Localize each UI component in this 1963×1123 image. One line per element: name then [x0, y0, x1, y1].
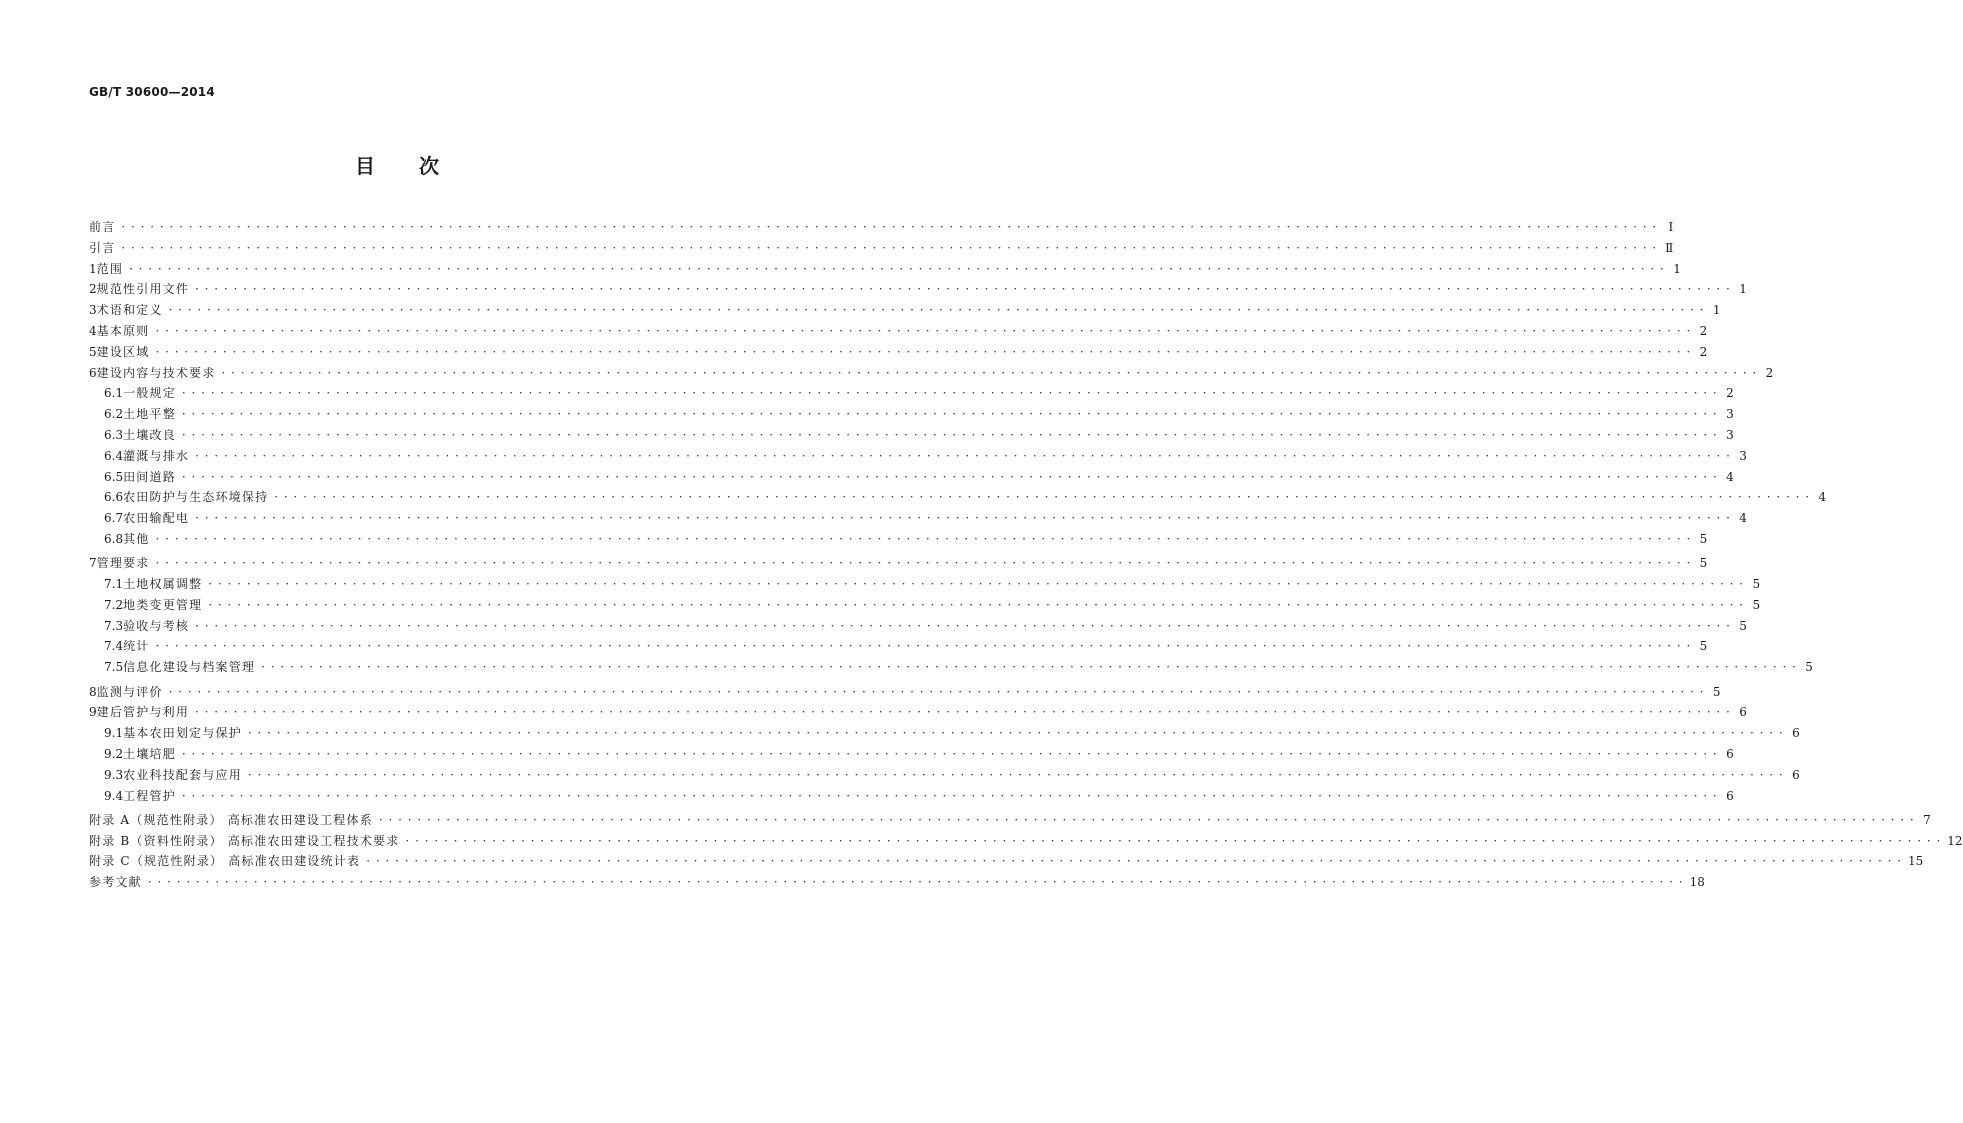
- toc-leader-dots: · · · · · · · · · · · · · · · · · · · · · · · · · · · · · · · · · · · · · · · · · · · · · · · · · · · · · · · · · · · · · · · · · · · · · · · · · · · · · · · · · · · · · · · · · · · · · · · · · · · · · · · · · · · · · · · · · · · · · · · · · · · · · · · · · · · · · · · · · · · · · · · · · · · · · · · · · · · · · · · ·: [121, 220, 1658, 234]
- toc-title: [0, 150, 794, 179]
- toc-entry-title: 农业科技配套与应用: [123, 767, 242, 782]
- toc-entry-number: 1: [89, 261, 97, 276]
- toc-entry-title: 工程管护: [123, 788, 176, 803]
- toc-entry-number: 7.4: [104, 639, 124, 654]
- toc-entry-number: 6.1: [104, 386, 124, 401]
- toc-entry-number: 6.8: [104, 531, 124, 546]
- toc-entry-page: 2: [1699, 344, 1708, 359]
- toc-entry-number: 7.3: [104, 618, 124, 633]
- toc-entry[interactable]: [89, 487, 1827, 508]
- toc-entry[interactable]: [89, 300, 1721, 321]
- toc-entry-page: 2: [1726, 386, 1734, 401]
- toc-entry-page: 5: [1739, 618, 1747, 633]
- toc-entry-title: 术语和定义: [96, 303, 163, 318]
- toc-entry-title: 统计: [123, 639, 150, 654]
- toc-leader-dots: · · · · · · · · · · · · · · · · · · · · · · · · · · · · · · · · · · · · · · · · · · · · · · · · · · · · · · · · · · · · · · · · · · · · · · · · · · · · · · · · · · · · · · · · · · · · · · · · · · · · · · · · · · · · · · · · · · · · · · · · · · · · · · · · · · · · · · · · · · · · · · · · · · · · · · · · · · · · · · · ·: [208, 577, 1745, 592]
- toc-leader-dots: · · · · · · · · · · · · · · · · · · · · · · · · · · · · · · · · · · · · · · · · · · · · · · · · · · · · · · · · · · · · · · · · · · · · · · · · · · · · · · · · · · · · · · · · · · · · · · · · · · · · · · · · · · · · · · · · · · · · · · · · · · · · · · · · · · · · · · · · · · · · · · · · · · · · · · · · · · · · · · · ·: [195, 511, 1731, 526]
- toc-entry-title: 土地平整: [123, 407, 176, 422]
- toc-entry-number: 6.7: [104, 511, 124, 526]
- toc-entry[interactable]: [89, 723, 1800, 744]
- toc-entry[interactable]: [89, 363, 1774, 384]
- toc-title-char-2: 次: [419, 154, 439, 178]
- toc-entry-page: 1: [1739, 282, 1747, 297]
- toc-entry-title: 监测与评价: [96, 684, 163, 699]
- toc-leader-dots: · · · · · · · · · · · · · · · · · · · · · · · · · · · · · · · · · · · · · · · · · · · · · · · · · · · · · · · · · · · · · · · · · · · · · · · · · · · · · · · · · · · · · · · · · · · · · · · · · · · · · · · · · · · · · · · · · · · · · · · · · · · · · · · · · · · · · · · · · · · · · · · · · · · · · · · · · · · · · · · ·: [181, 788, 1718, 803]
- toc-entry-page: 5: [1805, 660, 1813, 675]
- toc-entry[interactable]: [89, 508, 1747, 529]
- toc-entry[interactable]: [89, 217, 1674, 238]
- toc-entry[interactable]: [89, 446, 1747, 467]
- toc-entry[interactable]: [89, 702, 1747, 723]
- toc-entry[interactable]: [89, 425, 1734, 446]
- toc-entry-page: 1: [1712, 303, 1721, 318]
- toc-leader-dots: · · · · · · · · · · · · · · · · · · · · · · · · · · · · · · · · · · · · · · · · · · · · · · · · · · · · · · · · · · · · · · · · · · · · · · · · · · · · · · · · · · · · · · · · · · · · · · · · · · · · · · · · · · · · · · · · · · · · · · · · · · · · · · · · · · · · · · · · · · · · · · · · · · · · · · · · · · · · · · · ·: [181, 469, 1718, 484]
- toc-entry-number: 8: [89, 684, 97, 699]
- toc-entry-title: 参考文献: [89, 875, 142, 890]
- toc-entry-title: 前言: [89, 220, 116, 234]
- toc-entry-title: 田间道路: [123, 469, 176, 484]
- toc-entry-page: 6: [1792, 726, 1800, 741]
- toc-entry-page: 4: [1739, 511, 1747, 526]
- toc-entry-number: 9.1: [104, 726, 124, 741]
- toc-entry-number: 9: [89, 705, 97, 720]
- toc-entry-title: 规范性引用文件: [96, 282, 190, 297]
- toc-entry-title: 基本农田划定与保护: [123, 726, 242, 741]
- toc-entry-title: 土壤培肥: [123, 746, 176, 761]
- toc-entry-title: 验收与考核: [123, 618, 190, 633]
- toc-leader-dots: · · · · · · · · · · · · · · · · · · · · · · · · · · · · · · · · · · · · · · · · · · · · · · · · · · · · · · · · · · · · · · · · · · · · · · · · · · · · · · · · · · · · · · · · · · · · · · · · · · · · · · · · · · · · · · · · · · · · · · · · · · · · · · · · · · · · · · · · · · · · · · · · · · · · · · · · · · · · · · · ·: [247, 726, 1784, 741]
- toc-entry-title: 农田输配电: [123, 511, 190, 526]
- toc-entry[interactable]: [89, 529, 1708, 550]
- toc-entry-page: 5: [1699, 531, 1708, 546]
- toc-entry[interactable]: [89, 383, 1734, 404]
- toc-leader-dots: · · · · · · · · · · · · · · · · · · · · · · · · · · · · · · · · · · · · · · · · · · · · · · · · · · · · · · · · · · · · · · · · · · · · · · · · · · · · · · · · · · · · · · · · · · · · · · · · · · · · · · · · · · · · · · · · · · · · · · · · · · · · · · · · · · · · · · · · · · · · · · · · · · · · · · · · · · · · · · · ·: [181, 746, 1718, 761]
- toc-entry-page: Ⅱ: [1665, 240, 1674, 255]
- toc-entry-number: 7.2: [104, 597, 124, 612]
- toc-entry-page: 12: [1947, 833, 1963, 848]
- toc-entry[interactable]: [89, 467, 1734, 488]
- toc-entry-page: 3: [1739, 448, 1747, 463]
- toc-entry-title: 范围: [96, 261, 124, 276]
- toc-entry[interactable]: [89, 786, 1734, 807]
- toc-entry-title: 建设内容与技术要求: [96, 365, 216, 380]
- toc-entry-number: 3: [89, 303, 97, 318]
- toc-entry-title: 其他: [123, 531, 150, 546]
- toc-entry[interactable]: [89, 404, 1734, 425]
- toc-entry-page: 15: [1908, 854, 1924, 869]
- toc-entry[interactable]: [89, 682, 1721, 703]
- toc-entry[interactable]: [89, 574, 1761, 595]
- toc-entry-title: 建设区域: [96, 344, 150, 359]
- toc-entry-page: 6: [1792, 767, 1800, 782]
- toc-entry-page: 7: [1923, 812, 1931, 827]
- toc-leader-dots: · · · · · · · · · · · · · · · · · · · · · · · · · · · · · · · · · · · · · · · · · · · · · · · · · · · · · · · · · · · · · · · · · · · · · · · · · · · · · · · · · · · · · · · · · · · · · · · · · · · · · · · · · · · · · · · · · · · · · · · · · · · · · · · · · · · · · · · · · · · · · · · · · · · · · · · · · · · · · · · ·: [129, 261, 1665, 276]
- toc-leader-dots: · · · · · · · · · · · · · · · · · · · · · · · · · · · · · · · · · · · · · · · · · · · · · · · · · · · · · · · · · · · · · · · · · · · · · · · · · · · · · · · · · · · · · · · · · · · · · · · · · · · · · · · · · · · · · · · · · · · · · · · · · · · · · · · · · · · · · · · · · · · · · · · · · · · · · · · · · · · · · · · ·: [155, 531, 1692, 546]
- toc-entry-number: 2: [89, 282, 97, 297]
- toc-entry-page: 6: [1739, 705, 1747, 720]
- toc-entry[interactable]: [89, 831, 1963, 852]
- toc-entry-page: 3: [1726, 427, 1734, 442]
- toc-leader-dots: · · · · · · · · · · · · · · · · · · · · · · · · · · · · · · · · · · · · · · · · · · · · · · · · · · · · · · · · · · · · · · · · · · · · · · · · · · · · · · · · · · · · · · · · · · · · · · · · · · · · · · · · · · · · · · · · · · · · · · · · · · · · · · · · · · · · · · · · · · · · · · · · · · · · · · · · · · · · · · · ·: [405, 833, 1942, 848]
- toc-leader-dots: · · · · · · · · · · · · · · · · · · · · · · · · · · · · · · · · · · · · · · · · · · · · · · · · · · · · · · · · · · · · · · · · · · · · · · · · · · · · · · · · · · · · · · · · · · · · · · · · · · · · · · · · · · · · · · · · · · · · · · · · · · · · · · · · · · · · · · · · · · · · · · · · · · · · · · · · · · · · · · · ·: [208, 597, 1745, 612]
- toc-entry[interactable]: [89, 636, 1708, 657]
- toc-entry[interactable]: [89, 744, 1734, 765]
- toc-leader-dots: · · · · · · · · · · · · · · · · · · · · · · · · · · · · · · · · · · · · · · · · · · · · · · · · · · · · · · · · · · · · · · · · · · · · · · · · · · · · · · · · · · · · · · · · · · · · · · · · · · · · · · · · · · · · · · · · · · · · · · · · · · · · · · · · · · · · · · · · · · · · · · · · · · · · · · · · · · · · · · · ·: [147, 875, 1684, 890]
- toc-entry-number: 7.5: [104, 660, 124, 675]
- toc-entry-title: 建后管护与利用: [96, 705, 190, 720]
- toc-entry-page: 6: [1726, 746, 1734, 761]
- toc-leader-dots: · · · · · · · · · · · · · · · · · · · · · · · · · · · · · · · · · · · · · · · · · · · · · · · · · · · · · · · · · · · · · · · · · · · · · · · · · · · · · · · · · · · · · · · · · · · · · · · · · · · · · · · · · · · · · · · · · · · · · · · · · · · · · · · · · · · · · · · · · · · · · · · · · · · · · · · · · · · · · · · ·: [181, 407, 1718, 422]
- toc-entry-title: 附录 B（资料性附录） 高标准农田建设工程技术要求: [89, 833, 400, 848]
- toc-entry-number: 6.6: [104, 490, 124, 505]
- toc-leader-dots: · · · · · · · · · · · · · · · · · · · · · · · · · · · · · · · · · · · · · · · · · · · · · · · · · · · · · · · · · · · · · · · · · · · · · · · · · · · · · · · · · · · · · · · · · · · · · · · · · · · · · · · · · · · · · · · · · · · · · · · · · · · · · · · · · · · · · · · · · · · · · · · · · · · · · · · · · · · · · · · ·: [195, 448, 1731, 463]
- toc-entry[interactable]: [89, 872, 1705, 893]
- toc-entry-title: 管理要求: [96, 556, 150, 571]
- toc-entry-page: 2: [1699, 323, 1708, 338]
- toc-entry[interactable]: [89, 279, 1747, 300]
- toc-entry[interactable]: [89, 595, 1761, 616]
- toc-entry-page: 5: [1752, 597, 1761, 612]
- toc-leader-dots: · · · · · · · · · · · · · · · · · · · · · · · · · · · · · · · · · · · · · · · · · · · · · · · · · · · · · · · · · · · · · · · · · · · · · · · · · · · · · · · · · · · · · · · · · · · · · · · · · · · · · · · · · · · · · · · · · · · · · · · · · · · · · · · · · · · · · · · · · · · · · · · · · · · · · · · · · · · · · · · ·: [247, 767, 1784, 782]
- toc-entry-number: 4: [89, 323, 97, 338]
- toc-entry-number: 6.4: [104, 448, 124, 463]
- toc-entry-title: 灌溉与排水: [123, 448, 190, 463]
- toc-entry[interactable]: [89, 765, 1800, 786]
- toc-entry[interactable]: [89, 810, 1931, 831]
- toc-entry-number: 9.4: [104, 788, 124, 803]
- toc-entry[interactable]: [89, 553, 1708, 574]
- toc-entry-title: 附录 C（规范性附录） 高标准农田建设统计表: [89, 854, 361, 869]
- toc-entry-title: 基本原则: [96, 323, 150, 338]
- toc-entry[interactable]: [89, 259, 1681, 280]
- toc-entry-page: 1: [1673, 261, 1681, 276]
- toc-entry-title: 土地权属调整: [123, 577, 203, 592]
- toc-entry-page: 2: [1765, 365, 1774, 380]
- toc-entry-number: 7.1: [104, 577, 124, 592]
- toc-entry-number: 9.3: [104, 767, 124, 782]
- toc-entry-page: 3: [1726, 407, 1734, 422]
- toc-entry-number: 5: [89, 344, 97, 359]
- toc-leader-dots: · · · · · · · · · · · · · · · · · · · · · · · · · · · · · · · · · · · · · · · · · · · · · · · · · · · · · · · · · · · · · · · · · · · · · · · · · · · · · · · · · · · · · · · · · · · · · · · · · · · · · · · · · · · · · · · · · · · · · · · · · · · · · · · · · · · · · · · · · · · · · · · · · · · · · · · · · · · · · · · ·: [195, 282, 1731, 297]
- toc-entry-title: 地类变更管理: [123, 597, 203, 612]
- toc-entry-page: 5: [1699, 556, 1708, 571]
- toc-entry-number: 6.2: [104, 407, 124, 422]
- standard-code: GB/T 30600—2014: [89, 85, 215, 99]
- toc-leader-dots: · · · · · · · · · · · · · · · · · · · · · · · · · · · · · · · · · · · · · · · · · · · · · · · · · · · · · · · · · · · · · · · · · · · · · · · · · · · · · · · · · · · · · · · · · · · · · · · · · · · · · · · · · · · · · · · · · · · · · · · · · · · · · · · · · · · · · · · · · · · · · · · · · · · · · · · · · · · · · · · ·: [155, 556, 1692, 571]
- toc-leader-dots: · · · · · · · · · · · · · · · · · · · · · · · · · · · · · · · · · · · · · · · · · · · · · · · · · · · · · · · · · · · · · · · · · · · · · · · · · · · · · · · · · · · · · · · · · · · · · · · · · · · · · · · · · · · · · · · · · · · · · · · · · · · · · · · · · · · · · · · · · · · · · · · · · · · · · · · · · · · · · · · ·: [168, 684, 1705, 699]
- toc-leader-dots: · · · · · · · · · · · · · · · · · · · · · · · · · · · · · · · · · · · · · · · · · · · · · · · · · · · · · · · · · · · · · · · · · · · · · · · · · · · · · · · · · · · · · · · · · · · · · · · · · · · · · · · · · · · · · · · · · · · · · · · · · · · · · · · · · · · · · · · · · · · · · · · · · · · · · · · · · · · · · · · ·: [181, 386, 1718, 401]
- toc-entry-title: 信息化建设与档案管理: [123, 660, 256, 675]
- toc-entry[interactable]: [89, 238, 1674, 259]
- toc-entry-title: 农田防护与生态环境保持: [123, 490, 269, 505]
- toc-leader-dots: · · · · · · · · · · · · · · · · · · · · · · · · · · · · · · · · · · · · · · · · · · · · · · · · · · · · · · · · · · · · · · · · · · · · · · · · · · · · · · · · · · · · · · · · · · · · · · · · · · · · · · · · · · · · · · · · · · · · · · · · · · · · · · · · · · · · · · · · · · · · · · · · · · · · · · · · · · · · · · · ·: [195, 618, 1731, 633]
- toc-entry-number: 6.5: [104, 469, 124, 484]
- toc-entry-number: 6: [89, 365, 97, 380]
- toc-entry-page: Ⅰ: [1668, 220, 1674, 234]
- toc-entry-page: 18: [1689, 875, 1705, 890]
- toc-title-char-1: 目: [355, 154, 375, 178]
- toc-leader-dots: · · · · · · · · · · · · · · · · · · · · · · · · · · · · · · · · · · · · · · · · · · · · · · · · · · · · · · · · · · · · · · · · · · · · · · · · · · · · · · · · · · · · · · · · · · · · · · · · · · · · · · · · · · · · · · · · · · · · · · · · · · · · · · · · · · · · · · · · · · · · · · · · · · · · · · · · · · · · · · · ·: [155, 344, 1692, 359]
- toc-entry-page: 4: [1726, 469, 1734, 484]
- toc-leader-dots: · · · · · · · · · · · · · · · · · · · · · · · · · · · · · · · · · · · · · · · · · · · · · · · · · · · · · · · · · · · · · · · · · · · · · · · · · · · · · · · · · · · · · · · · · · · · · · · · · · · · · · · · · · · · · · · · · · · · · · · · · · · · · · · · · · · · · · · · · · · · · · · · · · · · · · · · · · · · · · · ·: [261, 660, 1797, 675]
- toc-entry-title: 一般规定: [123, 386, 176, 401]
- toc-entry[interactable]: [89, 616, 1747, 637]
- toc-leader-dots: · · · · · · · · · · · · · · · · · · · · · · · · · · · · · · · · · · · · · · · · · · · · · · · · · · · · · · · · · · · · · · · · · · · · · · · · · · · · · · · · · · · · · · · · · · · · · · · · · · · · · · · · · · · · · · · · · · · · · · · · · · · · · · · · · · · · · · · · · · · · · · · · · · · · · · · · · · · · · · · ·: [274, 490, 1811, 505]
- toc-leader-dots: · · · · · · · · · · · · · · · · · · · · · · · · · · · · · · · · · · · · · · · · · · · · · · · · · · · · · · · · · · · · · · · · · · · · · · · · · · · · · · · · · · · · · · · · · · · · · · · · · · · · · · · · · · · · · · · · · · · · · · · · · · · · · · · · · · · · · · · · · · · · · · · · · · · · · · · · · · · · · · · ·: [155, 639, 1692, 654]
- toc-entry[interactable]: [89, 851, 1924, 872]
- toc-leader-dots: · · · · · · · · · · · · · · · · · · · · · · · · · · · · · · · · · · · · · · · · · · · · · · · · · · · · · · · · · · · · · · · · · · · · · · · · · · · · · · · · · · · · · · · · · · · · · · · · · · · · · · · · · · · · · · · · · · · · · · · · · · · · · · · · · · · · · · · · · · · · · · · · · · · · · · · · · · · · · · · ·: [168, 303, 1705, 318]
- toc-leader-dots: · · · · · · · · · · · · · · · · · · · · · · · · · · · · · · · · · · · · · · · · · · · · · · · · · · · · · · · · · · · · · · · · · · · · · · · · · · · · · · · · · · · · · · · · · · · · · · · · · · · · · · · · · · · · · · · · · · · · · · · · · · · · · · · · · · · · · · · · · · · · · · · · · · · · · · · · · · · · · · · ·: [155, 323, 1692, 338]
- toc-entry-title: 引言: [89, 240, 116, 255]
- toc-entry-page: 5: [1752, 577, 1761, 592]
- toc-entry-page: 6: [1726, 788, 1734, 803]
- toc-entry[interactable]: [89, 657, 1813, 678]
- toc-leader-dots: · · · · · · · · · · · · · · · · · · · · · · · · · · · · · · · · · · · · · · · · · · · · · · · · · · · · · · · · · · · · · · · · · · · · · · · · · · · · · · · · · · · · · · · · · · · · · · · · · · · · · · · · · · · · · · · · · · · · · · · · · · · · · · · · · · · · · · · · · · · · · · · · · · · · · · · · · · · · · · · ·: [378, 812, 1915, 827]
- toc-entry[interactable]: [89, 342, 1708, 363]
- toc-entry[interactable]: [89, 321, 1708, 342]
- toc-entry-title: 附录 A（规范性附录） 高标准农田建设工程体系: [89, 812, 373, 827]
- table-of-contents: [89, 217, 1963, 893]
- toc-leader-dots: · · · · · · · · · · · · · · · · · · · · · · · · · · · · · · · · · · · · · · · · · · · · · · · · · · · · · · · · · · · · · · · · · · · · · · · · · · · · · · · · · · · · · · · · · · · · · · · · · · · · · · · · · · · · · · · · · · · · · · · · · · · · · · · · · · · · · · · · · · · · · · · · · · · · · · · · · · · · · · · ·: [181, 427, 1718, 442]
- toc-entry-page: 5: [1699, 639, 1708, 654]
- toc-entry-number: 7: [89, 556, 97, 571]
- toc-leader-dots: · · · · · · · · · · · · · · · · · · · · · · · · · · · · · · · · · · · · · · · · · · · · · · · · · · · · · · · · · · · · · · · · · · · · · · · · · · · · · · · · · · · · · · · · · · · · · · · · · · · · · · · · · · · · · · · · · · · · · · · · · · · · · · · · · · · · · · · · · · · · · · · · · · · · · · · · · · · · · · · ·: [221, 365, 1758, 380]
- toc-leader-dots: · · · · · · · · · · · · · · · · · · · · · · · · · · · · · · · · · · · · · · · · · · · · · · · · · · · · · · · · · · · · · · · · · · · · · · · · · · · · · · · · · · · · · · · · · · · · · · · · · · · · · · · · · · · · · · · · · · · · · · · · · · · · · · · · · · · · · · · · · · · · · · · · · · · · · · · · · · · · · · · ·: [121, 240, 1658, 255]
- toc-entry-number: 9.2: [104, 746, 124, 761]
- toc-entry-page: 4: [1818, 490, 1827, 505]
- toc-entry-number: 6.3: [104, 427, 124, 442]
- toc-leader-dots: · · · · · · · · · · · · · · · · · · · · · · · · · · · · · · · · · · · · · · · · · · · · · · · · · · · · · · · · · · · · · · · · · · · · · · · · · · · · · · · · · · · · · · · · · · · · · · · · · · · · · · · · · · · · · · · · · · · · · · · · · · · · · · · · · · · · · · · · · · · · · · · · · · · · · · · · · · · · · · · ·: [366, 854, 1903, 869]
- toc-leader-dots: · · · · · · · · · · · · · · · · · · · · · · · · · · · · · · · · · · · · · · · · · · · · · · · · · · · · · · · · · · · · · · · · · · · · · · · · · · · · · · · · · · · · · · · · · · · · · · · · · · · · · · · · · · · · · · · · · · · · · · · · · · · · · · · · · · · · · · · · · · · · · · · · · · · · · · · · · · · · · · · ·: [195, 705, 1731, 720]
- toc-entry-page: 5: [1712, 684, 1721, 699]
- toc-entry-title: 土壤改良: [123, 427, 176, 442]
